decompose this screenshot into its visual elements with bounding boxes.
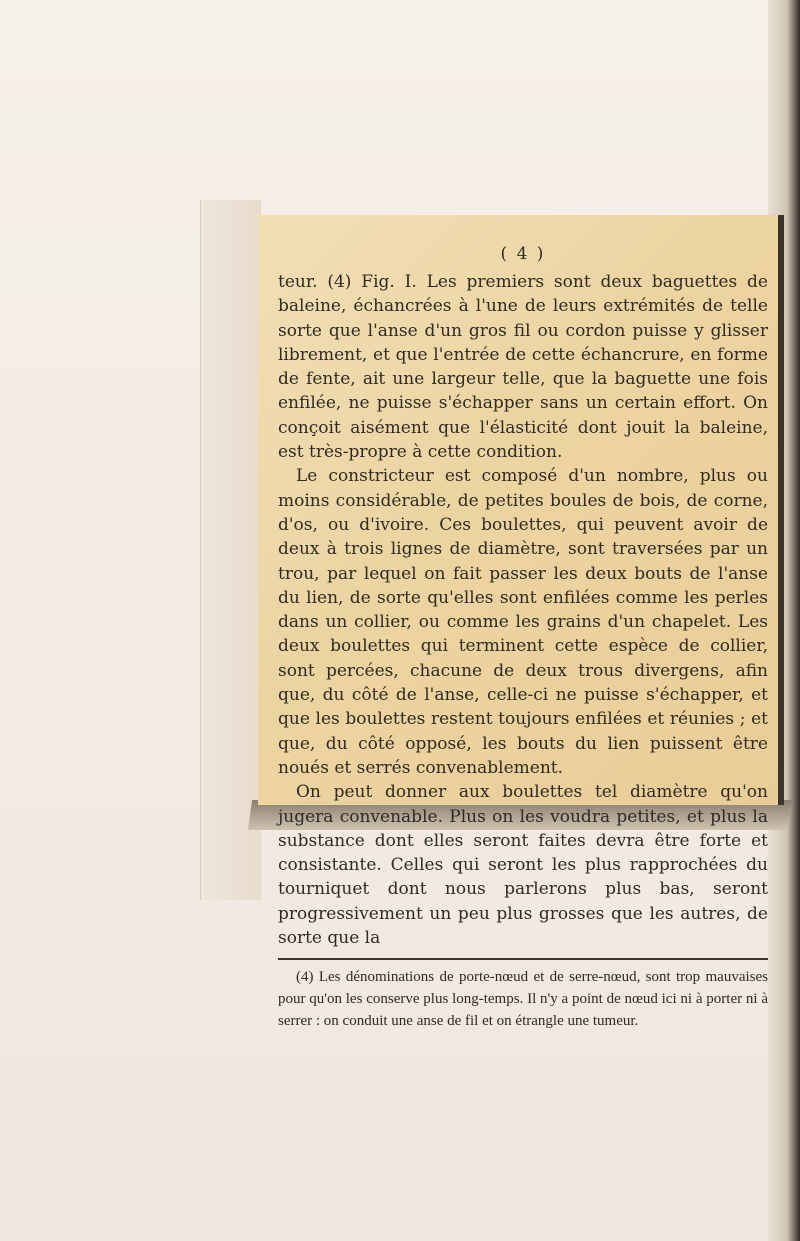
footnote: (4) Les dénominations de porte-nœud et de serre-nœud, sont trop mauvaises pour qu'on les conserve plus long-temps. Il n'y a point de nœud ici ni à porter ni à serrer : on conduit une anse de fil et on étrangle une tumeur.	[278, 969, 768, 1030]
paragraph-1: teur. (4) Fig. I. Les premiers sont deux baguettes de baleine, échancrées à l'une de leurs extrémités de telle sorte que l'anse d'un gros fil ou cordon puisse y glisser librement, et que l'entrée de cette échancrure, en forme de fente, ait une largeur telle, que la baguette une fois enfilée, ne puisse s'échapper sans un certain effort. On conçoit aisément que l'élasticité dont jouit la baleine, est très-propre à cette condition.	[278, 272, 768, 463]
paragraph-2: Le constricteur est composé d'un nombre, plus ou moins considérable, de petites boules de bois, de corne, d'os, ou d'ivoire. Ces boulettes, qui peuvent avoir de deux à trois lignes de diamètre, sont traversées par un trou, par lequel on fait passer les deux bouts de l'anse du lien, de sorte qu'elles sont enfilées comme les perles dans un collier, ou comme les grains d'un chapelet. Les deux boulettes qui terminent cette espèce de collier, sont percées, chacune de deux trous divergens, afin que, du côté de l'anse, celle-ci ne puisse s'échapper, et que les boulettes restent toujours enfilées et réunies ; et que, du côté opposé, les bouts du lien puissent être noués et serrés convenablement.	[278, 466, 768, 778]
book-left-edge	[200, 200, 261, 900]
paragraph-3: On peut donner aux boulettes tel diamètre qu'on jugera convenable. Plus on les voudra petites, et plus la substance dont elles seront faites devra être forte et consistante. Celles qui seront les plus rapprochées du tourniquet dont nous parlerons plus bas, seront progressivement un peu plus grosses que les autres, de sorte que la	[278, 782, 768, 949]
footnote-divider	[278, 958, 768, 960]
page-number: ( 4 )	[500, 244, 546, 264]
page-content	[278, 244, 768, 1032]
